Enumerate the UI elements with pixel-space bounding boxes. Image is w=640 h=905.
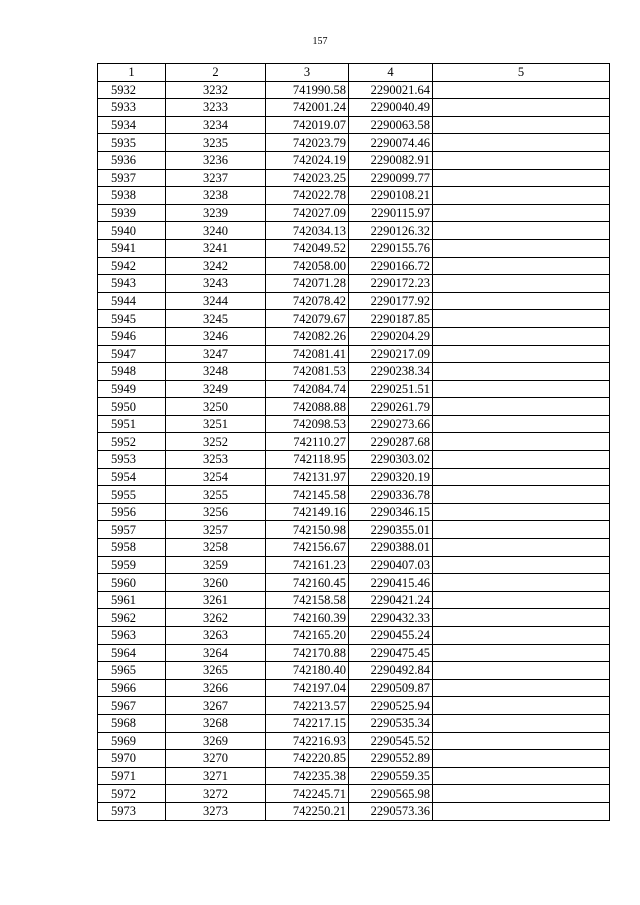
table-cell-col-1: 5933 [98,99,166,117]
table-cell-col-2: 3246 [166,327,266,345]
table-cell-col-5 [433,609,610,627]
table-cell-col-1: 5971 [98,767,166,785]
table-cell-col-4: 2290552.89 [349,750,433,768]
table-cell-col-3: 742156.67 [266,539,349,557]
table-row [98,204,610,222]
table-cell-col-3: 742161.23 [266,556,349,574]
table-cell-col-3: 742049.52 [266,239,349,257]
table-cell-col-3: 742160.39 [266,609,349,627]
table-cell-col-2: 3266 [166,679,266,697]
table-cell-col-4: 2290573.36 [349,802,433,820]
table-cell-col-3: 742071.28 [266,275,349,293]
table-cell-col-1: 5940 [98,222,166,240]
coordinates-table [97,63,610,821]
table-cell-col-5 [433,591,610,609]
table-cell-col-1: 5941 [98,239,166,257]
table-row [98,750,610,768]
table-row [98,239,610,257]
table-cell-col-1: 5951 [98,415,166,433]
table-cell-col-3: 742145.58 [266,486,349,504]
table-row [98,451,610,469]
table-row [98,785,610,803]
table-cell-col-3: 742058.00 [266,257,349,275]
table-cell-col-5 [433,345,610,363]
table-cell-col-1: 5965 [98,662,166,680]
table-cell-col-4: 2290455.24 [349,627,433,645]
table-cell-col-3: 742079.67 [266,310,349,328]
table-cell-col-1: 5972 [98,785,166,803]
table-cell-col-3: 742235.38 [266,767,349,785]
table-cell-col-4: 2290172.23 [349,275,433,293]
table-row [98,539,610,557]
table-cell-col-4: 2290126.32 [349,222,433,240]
table-cell-col-5 [433,187,610,205]
table-cell-col-5 [433,275,610,293]
table-cell-col-3: 742150.98 [266,521,349,539]
table-row [98,116,610,134]
table-cell-col-4: 2290475.45 [349,644,433,662]
table-row [98,380,610,398]
table-cell-col-4: 2290388.01 [349,539,433,557]
table-cell-col-1: 5946 [98,327,166,345]
table-cell-col-2: 3236 [166,151,266,169]
table-row [98,222,610,240]
table-cell-col-4: 2290177.92 [349,292,433,310]
table-cell-col-3: 742024.19 [266,151,349,169]
table-body [98,81,610,820]
table-cell-col-2: 3240 [166,222,266,240]
table-row [98,644,610,662]
table-cell-col-5 [433,134,610,152]
table-cell-col-4: 2290535.34 [349,714,433,732]
table-cell-col-2: 3268 [166,714,266,732]
table-row [98,310,610,328]
table-cell-col-1: 5966 [98,679,166,697]
table-row [98,521,610,539]
table-row [98,327,610,345]
table-cell-col-5 [433,539,610,557]
table-cell-col-1: 5939 [98,204,166,222]
table-cell-col-2: 3256 [166,503,266,521]
table-cell-col-5 [433,750,610,768]
table-cell-col-2: 3259 [166,556,266,574]
table-cell-col-4: 2290407.03 [349,556,433,574]
table-row [98,363,610,381]
table-cell-col-4: 2290303.02 [349,451,433,469]
table-cell-col-1: 5970 [98,750,166,768]
table-cell-col-4: 2290273.66 [349,415,433,433]
table-cell-col-1: 5958 [98,539,166,557]
table-cell-col-5 [433,802,610,820]
table-cell-col-3: 742213.57 [266,697,349,715]
table-cell-col-5 [433,767,610,785]
table-cell-col-1: 5969 [98,732,166,750]
table-cell-col-4: 2290320.19 [349,468,433,486]
table-row [98,275,610,293]
table-cell-col-5 [433,521,610,539]
table-row [98,662,610,680]
table-cell-col-5 [433,380,610,398]
table-cell-col-1: 5960 [98,574,166,592]
column-header-2: 2 [166,64,266,82]
table-cell-col-4: 2290355.01 [349,521,433,539]
table-row [98,679,610,697]
table-cell-col-4: 2290421.24 [349,591,433,609]
table-cell-col-2: 3243 [166,275,266,293]
table-cell-col-3: 742220.85 [266,750,349,768]
table-cell-col-2: 3248 [166,363,266,381]
table-cell-col-1: 5950 [98,398,166,416]
table-row [98,257,610,275]
table-cell-col-1: 5944 [98,292,166,310]
table-cell-col-1: 5937 [98,169,166,187]
table-cell-col-2: 3244 [166,292,266,310]
table-row [98,574,610,592]
table-cell-col-2: 3262 [166,609,266,627]
table-cell-col-1: 5936 [98,151,166,169]
table-row [98,627,610,645]
table-cell-col-5 [433,398,610,416]
table-row [98,81,610,99]
table-cell-col-1: 5952 [98,433,166,451]
table-cell-col-1: 5959 [98,556,166,574]
table-row [98,292,610,310]
table-cell-col-5 [433,116,610,134]
table-cell-col-1: 5947 [98,345,166,363]
table-cell-col-2: 3271 [166,767,266,785]
table-cell-col-3: 742180.40 [266,662,349,680]
page-number: 157 [312,36,328,47]
table-cell-col-2: 3235 [166,134,266,152]
table-cell-col-4: 2290204.29 [349,327,433,345]
table-cell-col-2: 3255 [166,486,266,504]
table-cell-col-5 [433,81,610,99]
table-cell-col-3: 742217.15 [266,714,349,732]
table-row [98,591,610,609]
column-header-4: 4 [349,64,433,82]
table-cell-col-3: 742170.88 [266,644,349,662]
table-cell-col-5 [433,239,610,257]
table-cell-col-1: 5961 [98,591,166,609]
table-cell-col-5 [433,556,610,574]
table-cell-col-4: 2290565.98 [349,785,433,803]
table-cell-col-3: 742118.95 [266,451,349,469]
table-cell-col-4: 2290074.46 [349,134,433,152]
table-row [98,697,610,715]
table-cell-col-1: 5973 [98,802,166,820]
table-cell-col-4: 2290063.58 [349,116,433,134]
table-row [98,714,610,732]
table-cell-col-2: 3258 [166,539,266,557]
table-row [98,415,610,433]
table-cell-col-5 [433,292,610,310]
table-cell-col-3: 742160.45 [266,574,349,592]
table-cell-col-4: 2290509.87 [349,679,433,697]
table-cell-col-4: 2290187.85 [349,310,433,328]
table-cell-col-5 [433,99,610,117]
table-cell-col-4: 2290287.68 [349,433,433,451]
table-cell-col-5 [433,468,610,486]
table-cell-col-3: 742158.58 [266,591,349,609]
table-header-row [98,64,610,82]
table-cell-col-1: 5938 [98,187,166,205]
table-cell-col-2: 3242 [166,257,266,275]
table-cell-col-3: 742023.79 [266,134,349,152]
table-cell-col-1: 5954 [98,468,166,486]
table-cell-col-2: 3241 [166,239,266,257]
column-header-1: 1 [98,64,166,82]
table-cell-col-1: 5943 [98,275,166,293]
table-cell-col-2: 3250 [166,398,266,416]
table-cell-col-2: 3270 [166,750,266,768]
table-cell-col-3: 742027.09 [266,204,349,222]
table-cell-col-5 [433,574,610,592]
table-cell-col-3: 742149.16 [266,503,349,521]
table-cell-col-2: 3239 [166,204,266,222]
table-cell-col-5 [433,204,610,222]
table-cell-col-3: 742110.27 [266,433,349,451]
table-cell-col-3: 742088.88 [266,398,349,416]
table-row [98,767,610,785]
table-cell-col-4: 2290251.51 [349,380,433,398]
table-cell-col-2: 3254 [166,468,266,486]
table-cell-col-1: 5934 [98,116,166,134]
table-cell-col-5 [433,169,610,187]
table-cell-col-2: 3265 [166,662,266,680]
table-cell-col-1: 5955 [98,486,166,504]
table-cell-col-1: 5945 [98,310,166,328]
table-cell-col-3: 742084.74 [266,380,349,398]
table-cell-col-5 [433,151,610,169]
table-cell-col-5 [433,486,610,504]
table-cell-col-3: 742098.53 [266,415,349,433]
table-cell-col-3: 741990.58 [266,81,349,99]
table-row [98,802,610,820]
table-cell-col-1: 5957 [98,521,166,539]
table-cell-col-3: 742034.13 [266,222,349,240]
table-cell-col-5 [433,785,610,803]
table-cell-col-2: 3251 [166,415,266,433]
table-cell-col-4: 2290040.49 [349,99,433,117]
table-cell-col-5 [433,627,610,645]
table-cell-col-3: 742216.93 [266,732,349,750]
table-row [98,398,610,416]
table-cell-col-1: 5962 [98,609,166,627]
table-cell-col-1: 5956 [98,503,166,521]
table-cell-col-2: 3253 [166,451,266,469]
table-cell-col-1: 5964 [98,644,166,662]
table-cell-col-4: 2290415.46 [349,574,433,592]
table-cell-col-5 [433,415,610,433]
table-cell-col-3: 742078.42 [266,292,349,310]
table-cell-col-2: 3264 [166,644,266,662]
table-row [98,609,610,627]
table-cell-col-4: 2290559.35 [349,767,433,785]
table-cell-col-5 [433,679,610,697]
table-cell-col-2: 3273 [166,802,266,820]
table-row [98,169,610,187]
table-cell-col-4: 2290155.76 [349,239,433,257]
table-cell-col-5 [433,257,610,275]
table-cell-col-2: 3260 [166,574,266,592]
table-cell-col-2: 3252 [166,433,266,451]
table-row [98,187,610,205]
table-cell-col-1: 5949 [98,380,166,398]
table-cell-col-5 [433,310,610,328]
table-cell-col-4: 2290432.33 [349,609,433,627]
table-row [98,134,610,152]
table-cell-col-1: 5948 [98,363,166,381]
table-cell-col-4: 2290525.94 [349,697,433,715]
table-cell-col-4: 2290238.34 [349,363,433,381]
table-cell-col-2: 3272 [166,785,266,803]
table-cell-col-1: 5963 [98,627,166,645]
table-cell-col-3: 742131.97 [266,468,349,486]
table-cell-col-4: 2290261.79 [349,398,433,416]
table-cell-col-5 [433,662,610,680]
table-cell-col-5 [433,732,610,750]
table-cell-col-2: 3269 [166,732,266,750]
table-cell-col-4: 2290108.21 [349,187,433,205]
table-cell-col-3: 742197.04 [266,679,349,697]
table-cell-col-4: 2290115.97 [349,204,433,222]
table-row [98,151,610,169]
table-cell-col-1: 5942 [98,257,166,275]
table-cell-col-5 [433,697,610,715]
table-cell-col-3: 742001.24 [266,99,349,117]
table-cell-col-3: 742081.53 [266,363,349,381]
table-cell-col-2: 3257 [166,521,266,539]
table-cell-col-2: 3249 [166,380,266,398]
table-cell-col-2: 3267 [166,697,266,715]
table-cell-col-4: 2290545.52 [349,732,433,750]
table-row [98,345,610,363]
table-cell-col-5 [433,451,610,469]
table-cell-col-4: 2290346.15 [349,503,433,521]
table-cell-col-3: 742082.26 [266,327,349,345]
table-cell-col-1: 5932 [98,81,166,99]
table-cell-col-4: 2290336.78 [349,486,433,504]
table-row [98,99,610,117]
table-cell-col-4: 2290217.09 [349,345,433,363]
table-cell-col-1: 5935 [98,134,166,152]
table-cell-col-4: 2290492.84 [349,662,433,680]
table-cell-col-3: 742022.78 [266,187,349,205]
table-cell-col-5 [433,433,610,451]
table-cell-col-2: 3237 [166,169,266,187]
table-cell-col-5 [433,644,610,662]
table-cell-col-5 [433,222,610,240]
table-cell-col-3: 742250.21 [266,802,349,820]
table-cell-col-5 [433,714,610,732]
table-cell-col-4: 2290166.72 [349,257,433,275]
table-cell-col-1: 5967 [98,697,166,715]
table-cell-col-2: 3233 [166,99,266,117]
table-cell-col-2: 3238 [166,187,266,205]
table-cell-col-3: 742081.41 [266,345,349,363]
table-cell-col-2: 3245 [166,310,266,328]
table-cell-col-3: 742165.20 [266,627,349,645]
column-header-5: 5 [433,64,610,82]
table-row [98,732,610,750]
table-cell-col-5 [433,503,610,521]
table-cell-col-5 [433,363,610,381]
column-header-3: 3 [266,64,349,82]
table-cell-col-4: 2290021.64 [349,81,433,99]
table-cell-col-3: 742245.71 [266,785,349,803]
table-cell-col-4: 2290099.77 [349,169,433,187]
table-cell-col-3: 742023.25 [266,169,349,187]
table-row [98,503,610,521]
table-cell-col-2: 3247 [166,345,266,363]
table-cell-col-1: 5968 [98,714,166,732]
table-cell-col-4: 2290082.91 [349,151,433,169]
table-cell-col-3: 742019.07 [266,116,349,134]
table-row [98,556,610,574]
table-row [98,468,610,486]
table-cell-col-2: 3261 [166,591,266,609]
table-row [98,486,610,504]
table-cell-col-2: 3263 [166,627,266,645]
table-cell-col-1: 5953 [98,451,166,469]
table-cell-col-2: 3234 [166,116,266,134]
table-cell-col-2: 3232 [166,81,266,99]
table-row [98,433,610,451]
table-cell-col-5 [433,327,610,345]
